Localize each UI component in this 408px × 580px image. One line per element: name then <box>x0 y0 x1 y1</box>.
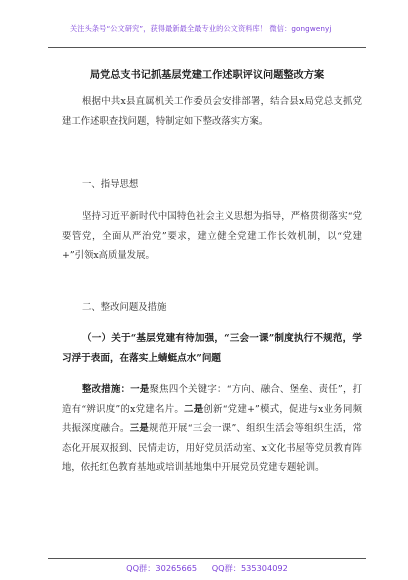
section2-heading: 二、整改问题及措施 <box>82 302 167 313</box>
footer-qq2: QQ群：535304092 <box>211 563 288 573</box>
bottom-divider <box>48 558 366 559</box>
intro-paragraph: 根据中共x县直属机关工作委员会安排部署，结合县x局党总支抓党建工作述职查找问题，特制定如下整改落实方案。 <box>62 96 362 127</box>
measure-two-label: 二是 <box>184 403 204 415</box>
section1-body: 坚持习近平新时代中国特色社会主义思想为指导，严格贯彻落实“党要管党，全面从严治党”要求，建立健全党建工作长效机制，以“党建+”引领x高质量发展。 <box>62 211 362 261</box>
issue1-title: （一）关于“基层党建有待加强，“三会一课”制度执行不规范，学习浮于表面，在落实上蜻蜓点水”问题 <box>62 333 362 364</box>
measure-two-text: 创新“党建+”模式，促进与x业务同频共振深度融合。 <box>62 403 362 434</box>
measure-three-text: 规范开展“三会一课”、组织生活会等组织生活，常态化开展双报到、民情走访，用好党员活动室、x文化书屋等党员教育阵地，依托红色教育基地或培训基地集中开展党员党建专题轮训。 <box>62 423 362 473</box>
measure-one-label: 一是 <box>130 384 150 395</box>
document-title: 局党总支书记抓基层党建工作述职评议问题整改方案 <box>89 69 325 81</box>
footer-qq1: QQ群：30265665 <box>126 563 198 573</box>
measure-three-label: 三是 <box>129 423 150 434</box>
top-banner: 关注头条号“公文研究”，获得最新最全最专业的公文资料库！ 微信：gongwenyj <box>70 24 332 33</box>
section1-heading: 一、指导思想 <box>82 179 139 190</box>
footer <box>48 563 366 574</box>
measures-label: 整改措施： <box>82 384 131 395</box>
top-divider <box>48 47 366 48</box>
measure-one-text: 聚焦四个关键字：“方向、融合、堡垒、责任”，打造有“辨识度”的x党建名片。 <box>62 384 362 415</box>
measures-paragraph <box>62 380 362 478</box>
